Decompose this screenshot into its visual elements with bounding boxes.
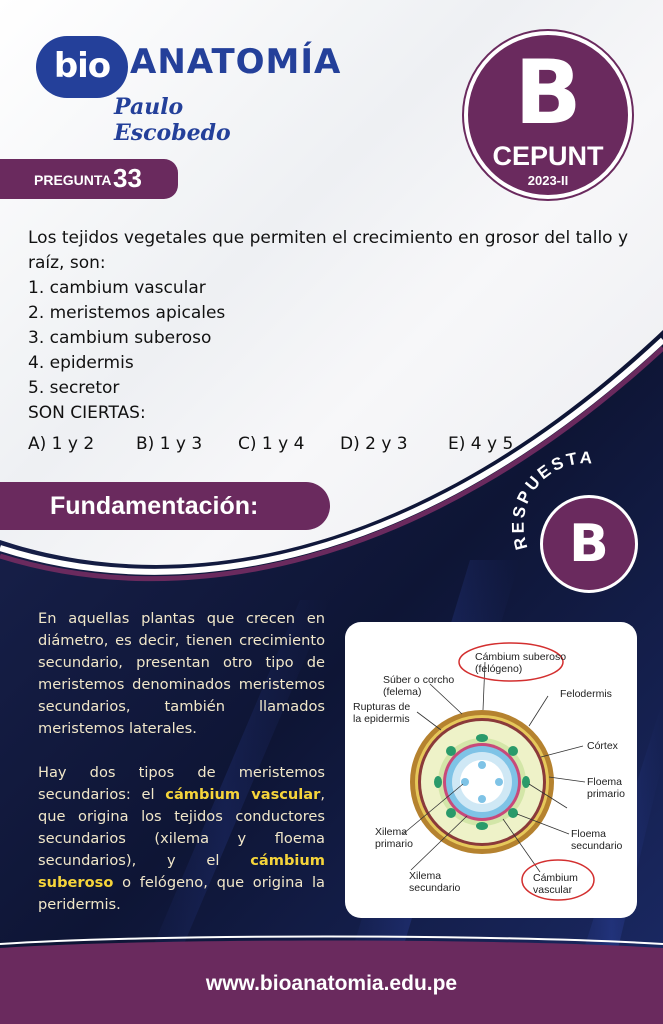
label-cambium-vascular-2: vascular [533,884,573,896]
label-floema-primario-2: primario [587,788,625,800]
question-number: 33 [113,163,142,193]
option-b: B) 1 y 3 [136,434,203,454]
logo-bio-badge: bio [36,36,128,98]
explanation-text-segment: , que origina los tejidos conductores secundarios (xilema y floema secundarios), y el [38,786,325,869]
label-felogeno: (felógeno) [475,663,523,675]
question-body [28,226,643,426]
label-suber: Súber o corcho [383,674,455,686]
explanation-paragraph-2 [38,762,325,916]
logo-anatomia-text: ANATOMÍA [130,42,342,82]
label-cambium-vascular: Cámbium [533,872,578,884]
explanation-text [38,608,325,938]
answer-badge: B [540,495,638,593]
label-xilema-primario-2: primario [375,838,413,850]
label-rupturas: Rupturas de [353,701,411,713]
label-cambium-suberoso: Cámbium suberoso [475,651,567,663]
exam-letter: B [514,41,582,144]
explanation-paragraph-1: En aquellas plantas que crecen en diámetro, es decir, tienen crecimiento secundario, presentan otro tipo de meristemos denominados meristemos secundarios, también llamados meristemos laterales. [38,610,325,737]
logo-author: Paulo Escobedo [114,94,231,146]
footer-url: www.bioanatomia.edu.pe [205,972,458,995]
exam-name: CEPUNT [492,141,604,171]
label-floema-secundario-2: secundario [571,840,623,852]
label-felema: (felema) [383,686,422,698]
exam-year: 2023-II [527,173,569,188]
question-label: PREGUNTA [34,172,112,188]
stem-cross-section-diagram [345,622,637,918]
explanation-text-segment: o felógeno, que origina la peridermis. [38,874,325,913]
answer-label: RESPUESTA [508,450,596,552]
question-tab [0,159,178,199]
label-epidermis: la epidermis [353,713,410,725]
option-c: C) 1 y 4 [238,434,305,454]
option-a: A) 1 y 2 [28,434,95,454]
option-d: D) 2 y 3 [340,434,408,454]
question-item: 2. meristemos apicales [28,303,226,323]
highlight-cambium-suberoso: cámbium suberoso [38,852,325,891]
label-xilema-secundario-2: secundario [409,882,461,894]
question-stem-line1: Los tejidos vegetales que permiten el crecimiento en grosor del tallo y [28,228,629,248]
question-stem-line2: raíz, son: [28,253,106,273]
label-floema-secundario: Floema [571,828,607,840]
label-xilema-primario: Xilema [375,826,408,838]
label-floema-primario: Floema [587,776,623,788]
highlight-cambium-vascular: cámbium vascular [165,786,321,803]
label-cortex: Córtex [587,740,618,752]
option-e: E) 4 y 5 [448,434,514,454]
label-felodermis: Felodermis [560,688,612,700]
explanation-text-segment: Hay dos tipos de meristemos secundarios: el [38,764,325,803]
label-xilema-secundario: Xilema [409,870,442,882]
exam-badge [464,31,632,199]
question-item: 1. cambium vascular [28,278,206,298]
brand-logo [36,36,342,146]
question-prompt: SON CIERTAS: [28,403,146,423]
question-item: 5. secretor [28,378,120,398]
question-item: 4. epidermis [28,353,134,373]
fundamentacion-title: Fundamentación: [0,482,330,530]
question-item: 3. cambium suberoso [28,328,212,348]
